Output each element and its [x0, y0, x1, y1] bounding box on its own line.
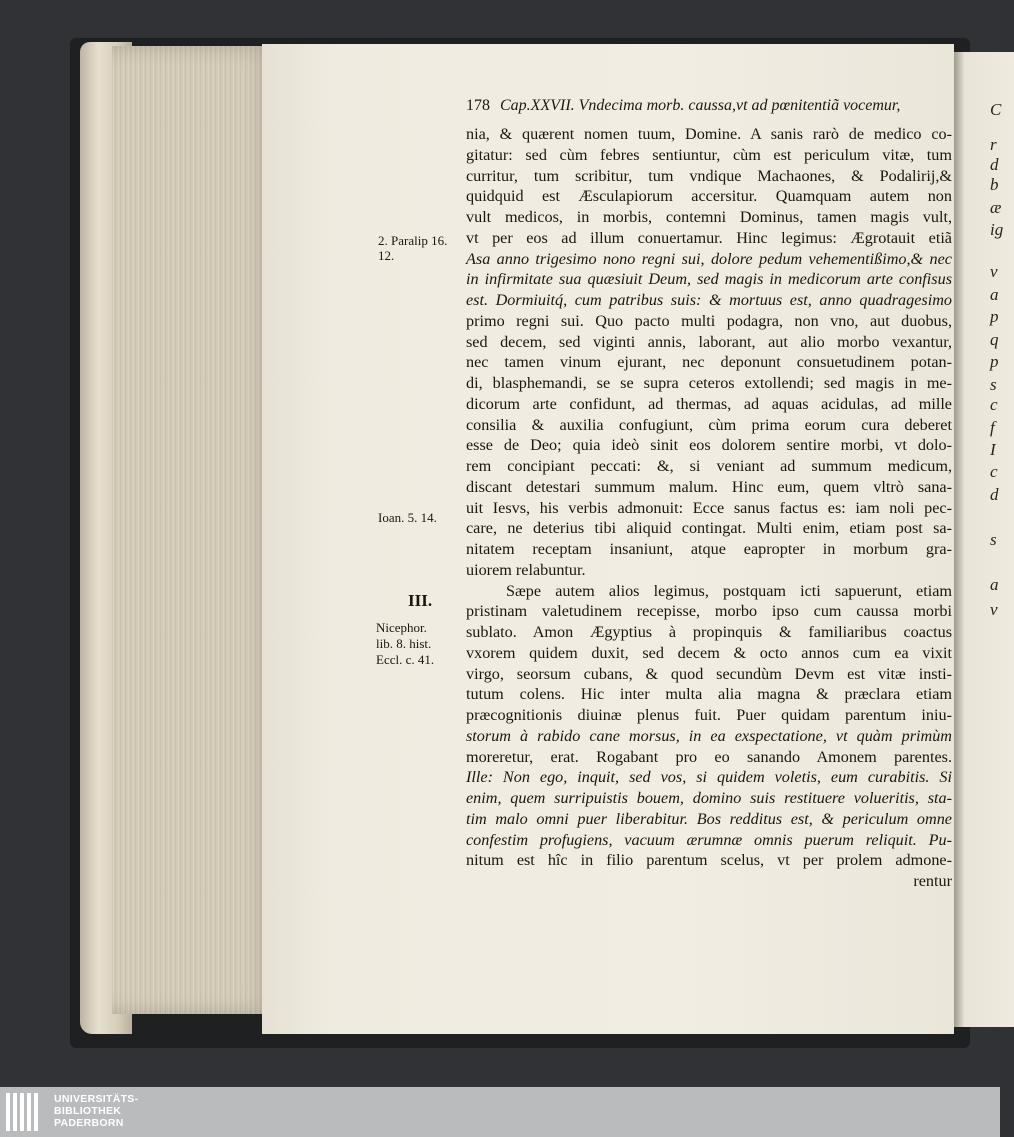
text-line: præcognitionis diuinæ plenus fuit. Puer quidam parentum iniu- [466, 706, 952, 724]
text-line: sublato. Amon Ægyptius à propinquis & familiaribus coactus [466, 623, 952, 641]
text-line: in infirmitate sua quæsiuit Deum, sed magis in medicorum arte confisus [466, 270, 952, 289]
text-line: sed decem, sed viginti annis, laborant, aut alio morbo vexantur, [466, 332, 952, 351]
running-head-title: Cap.XXVII. Vndecima morb. caussa,vt ad pœnitentiã vocemur, [500, 97, 901, 114]
facing-page-letter: d [990, 485, 999, 504]
marginal-note-ioan: Ioan. 5. 14. [378, 510, 437, 525]
text-line: care, ne deterius tibi aliquid contingat. Multi enim, etiam post sa- [466, 519, 952, 538]
text-line: virgo, seorsum cubans, & quod secundùm Devm est vitæ insti- [466, 664, 952, 683]
facing-page-letter: f [990, 418, 995, 437]
library-name-line1: UNIVERSITÄTS- [54, 1093, 139, 1105]
text-line: Asa anno trigesimo nono regni sui, dolore pedum vehementißimo,& nec [466, 249, 952, 268]
text-line: primo regni sui. Quo pacto multi podagra, non vno, aut duobus, [466, 311, 952, 330]
library-footer [0, 1087, 1000, 1137]
text-line: consilia & auxilia confugiunt, cùm prima eorum cura deberet [466, 415, 952, 434]
library-name [54, 1093, 138, 1129]
text-line: vxorem quidem duxit, sed decem & octo annos cum ea vixit [466, 643, 952, 662]
facing-page-letter: a [990, 575, 999, 594]
text-line: confestim profugiens, vacuum ærumnæ omnis puerum reliquit. Pu- [466, 830, 952, 849]
facing-page-letter: ig [990, 220, 1004, 239]
text-line: est. Dormiuitq́, cum patribus suis: & mortuus est, anno quadragesimo [466, 291, 952, 309]
facing-page-letter: p [990, 352, 999, 371]
marginal-note-paralip-verse: 12. [378, 248, 395, 263]
text-line: tim malo omni puer liberabitur. Bos redditus est, & periculum omne [466, 809, 952, 828]
facing-page-letter: C [990, 100, 1002, 119]
text-line: Ille: Non ego, inquit, sed vos, si quidem voletis, eum curabitis. Si [466, 768, 952, 787]
text-line: nec tamen vinum ejurant, nec deponunt consuetudinem potan- [466, 353, 952, 372]
body-text [466, 124, 952, 892]
page-edges [112, 46, 282, 1014]
facing-page-edge [954, 52, 1014, 1027]
facing-page-letter: p [990, 307, 999, 326]
text-line: vult medicos, in morbis, contemni Dominus, tamen magis vult, [466, 208, 952, 226]
facing-page-letter: r [990, 135, 997, 154]
page-number: 178 [466, 97, 490, 114]
section-numeral: III. [408, 591, 433, 610]
marginal-note-nicephor-eccl: Eccl. c. 41. [376, 652, 435, 667]
library-name-line3: PADERBORN [54, 1117, 124, 1129]
facing-page-letter: v [990, 262, 998, 281]
text-line: esse de Deo; quia ideò sinit eos dolorem sentire morbi, vt dolo- [466, 436, 952, 455]
facing-page-letter: c [990, 395, 998, 414]
facing-page-letter: q [990, 330, 999, 349]
facing-page-letter: c [990, 462, 998, 481]
text-line: enim, quem surripuistis bouem, domino suis restituere volueritis, sta- [466, 789, 952, 807]
text-line: tutum colens. Hic inter multa alia magna & præclara etiam [466, 685, 952, 704]
marginal-note-nicephor: Nicephor. [376, 620, 427, 635]
facing-page-letter: a [990, 285, 999, 304]
library-name-line2: BIBLIOTHEK [54, 1105, 122, 1117]
text-line: nitatem receptam insaniunt, atque eapropter in morbum gra- [466, 540, 952, 558]
text-line: curritur, tum scribitur, tum vndique Machaones, & Podalirij,& [466, 166, 952, 185]
text-line: Sæpe autem alios legimus, postquam icti sapuerunt, etiam [506, 581, 952, 600]
running-head [466, 97, 954, 115]
facing-page-letter: æ [990, 198, 1002, 217]
text-line: pristinam valetudinem recepisse, morbo ipso cum caussa morbi [466, 602, 952, 621]
facing-page-letter: b [990, 175, 999, 194]
text-line: uit Iesvs, his verbis admonuit: Ecce sanus factus es: iam noli pec- [466, 498, 952, 517]
text-line: quidquid est Æsculapiorum accersitur. Quamquam autem non [466, 187, 952, 206]
text-line: gitatur: sed cùm febres sentiuntur, cùm est periculum vitæ, tum [466, 145, 952, 164]
text-line: vt per eos ad illum conuertamur. Hinc legimus: Ægrotauit etiã [466, 228, 952, 247]
text-line: discant detestari summum malum. Hinc eum, quem vltrò sana- [466, 477, 952, 496]
marginal-note-paralip: 2. Paralip 16. [378, 233, 448, 248]
text-line: storum à rabido cane morsus, in ea exspectatione, vt quàm primùm [466, 726, 952, 745]
text-line: moreretur, erat. Rogabant pro eo sanando Amonem parentes. [466, 747, 952, 766]
text-line: rem concipiant peccati: &, si veniant ad summum medicum, [466, 457, 952, 475]
facing-page-letter: s [990, 375, 997, 394]
facing-page-letter: I [990, 440, 996, 459]
marginal-note-nicephor-lib: lib. 8. hist. [376, 636, 432, 651]
facing-page-letter: v [990, 600, 998, 619]
text-line: rentur [913, 872, 952, 890]
text-line: uiorem relabuntur. [466, 560, 586, 579]
text-line: nitum est hîc in filio parentum scelus, vt per prolem admone- [466, 851, 952, 870]
text-line: di, blasphemandi, se se supra ceteros extollendi; sed magis in me- [466, 374, 952, 392]
facing-page-letter: d [990, 155, 999, 174]
facing-page-letter: s [990, 530, 997, 549]
text-line: nia, & quærent nomen tuum, Domine. A sanis rarò de medico co- [466, 125, 952, 143]
library-logo-icon [6, 1093, 46, 1131]
text-line: dicorum arte confidunt, ad thermas, ad aquas acidulas, ad mille [466, 394, 952, 413]
